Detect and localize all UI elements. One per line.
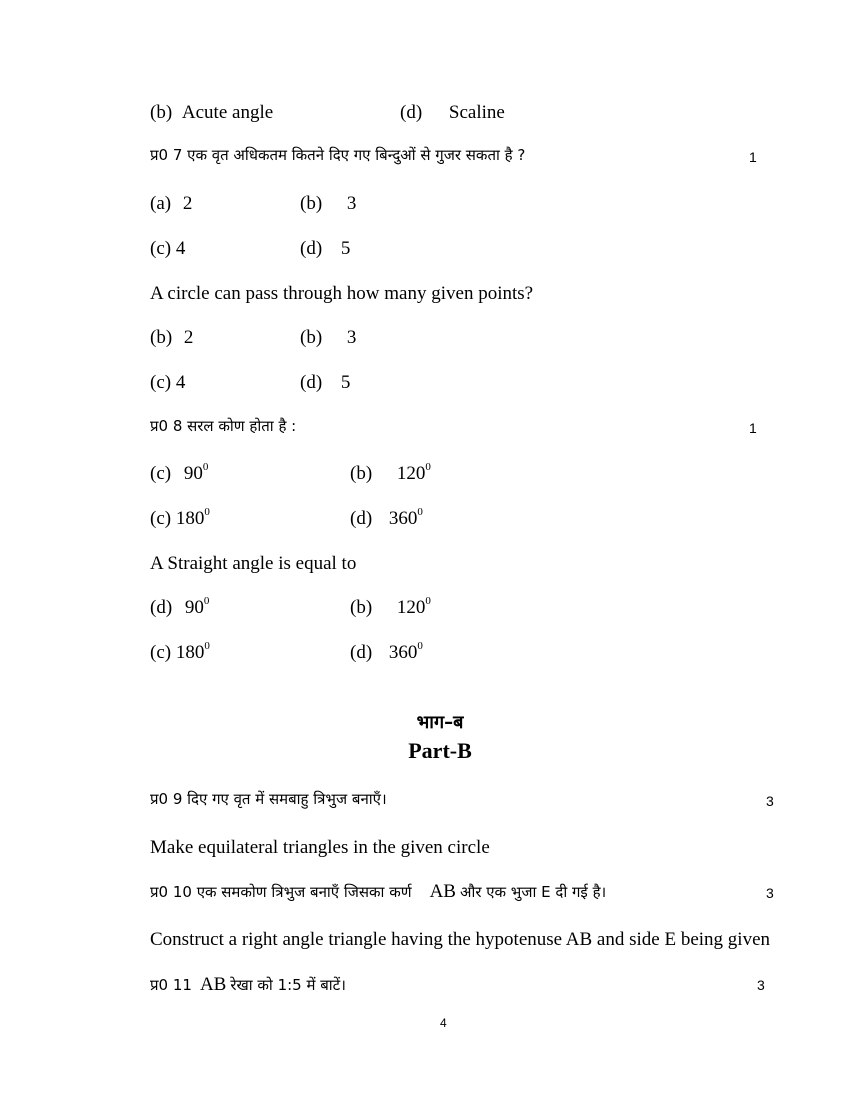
q6-option-b <box>150 103 273 122</box>
option-value: 90 <box>184 597 204 618</box>
option-label: (a) <box>150 193 172 214</box>
option-label: (d) <box>300 238 323 259</box>
q8-english-option-1 <box>150 595 210 618</box>
q8-hindi-question: प्र0 8 सरल कोण होता है : <box>150 417 297 435</box>
q10-hindi-part-b: और एक भुजा E दी गई है। <box>459 883 607 901</box>
option-label: (b) <box>350 463 373 484</box>
q8-hindi-option-3 <box>150 506 210 529</box>
degree-sup: 0 <box>425 595 431 607</box>
page-number: 4 <box>440 1016 447 1030</box>
option-value: 5 <box>340 238 351 259</box>
option-text: Acute angle <box>181 102 274 123</box>
q8-english-option-4 <box>350 640 423 663</box>
q7-english-option-1 <box>150 328 193 347</box>
option-label: (d) <box>150 597 173 618</box>
option-value: 120 <box>396 463 426 484</box>
option-label: (b) <box>300 193 323 214</box>
q10-marks: 3 <box>766 885 774 901</box>
option-label: (c) <box>150 463 172 484</box>
q8-marks: 1 <box>749 420 757 436</box>
option-label: (c) <box>150 508 172 529</box>
degree-sup: 0 <box>417 506 423 518</box>
option-value: 4 <box>175 372 186 393</box>
q10-hindi-question <box>150 882 606 901</box>
option-value: 3 <box>346 193 357 214</box>
q9-hindi-question: प्र0 9 दिए गए वृत में समबाहु त्रिभुज बनाएँ। <box>150 790 387 808</box>
degree-sup: 0 <box>417 640 423 652</box>
q11-segment-ab: AB <box>199 974 227 995</box>
q7-hindi-option-a <box>150 194 192 213</box>
option-label: (d) <box>300 372 323 393</box>
option-value: 2 <box>182 193 193 214</box>
option-label: (d) <box>400 102 423 123</box>
q7-english-question: A circle can pass through how many given points? <box>150 283 534 304</box>
q8-hindi-option-4 <box>350 506 423 529</box>
option-value: 120 <box>396 597 426 618</box>
option-value: 4 <box>175 238 186 259</box>
q10-segment-ab: AB <box>429 881 456 902</box>
q7-english-option-4 <box>300 373 350 392</box>
q11-hindi-question <box>150 975 346 994</box>
q6-option-d <box>400 103 505 122</box>
q7-hindi-option-b <box>300 194 356 213</box>
option-label: (b) <box>150 327 173 348</box>
degree-sup: 0 <box>425 461 431 473</box>
option-label: (c) <box>150 642 172 663</box>
option-label: (b) <box>350 597 373 618</box>
option-label: (c) <box>150 372 172 393</box>
q7-english-option-3 <box>150 373 185 392</box>
q7-hindi-option-d <box>300 239 350 258</box>
q9-marks: 3 <box>766 793 774 809</box>
section-heading-english: Part-B <box>408 738 472 763</box>
q9-english-question: Make equilateral triangles in the given circle <box>150 837 490 858</box>
q7-marks: 1 <box>749 149 757 165</box>
q8-hindi-option-1 <box>150 461 209 484</box>
option-value: 180 <box>175 508 205 529</box>
q7-hindi-question: प्र0 7 एक वृत अधिकतम कितने दिए गए बिन्दुओं से गुजर सकता है ? <box>150 146 526 164</box>
degree-sup: 0 <box>204 506 210 518</box>
degree-sup: 0 <box>202 461 209 473</box>
q10-hindi-part-a: प्र0 10 एक समकोण त्रिभुज बनाएँ जिसका कर्ण <box>150 883 412 901</box>
section-heading-hindi: भाग–ब <box>416 712 464 733</box>
option-value: 5 <box>340 372 351 393</box>
option-label: (b) <box>150 102 173 123</box>
q7-english-option-2 <box>300 328 356 347</box>
option-value: 180 <box>175 642 205 663</box>
option-value: 90 <box>183 463 203 484</box>
option-text: Scaline <box>448 102 505 123</box>
q8-hindi-option-2 <box>350 461 431 484</box>
option-value: 360 <box>388 642 418 663</box>
option-label: (d) <box>350 508 373 529</box>
degree-sup: 0 <box>203 595 210 607</box>
q11-hindi-part-b: रेखा को 1:5 में बाटें। <box>230 976 346 994</box>
q7-hindi-option-c <box>150 239 185 258</box>
option-value: 360 <box>388 508 418 529</box>
q10-english-question: Construct a right angle triangle having the hypotenuse AB and side E being given <box>150 929 771 950</box>
option-label: (c) <box>150 238 172 259</box>
option-value: 3 <box>346 327 357 348</box>
option-label: (d) <box>350 642 373 663</box>
degree-sup: 0 <box>204 640 210 652</box>
option-value: 2 <box>183 327 194 348</box>
q8-english-question: A Straight angle is equal to <box>150 553 357 574</box>
q8-english-option-2 <box>350 595 431 618</box>
q8-english-option-3 <box>150 640 210 663</box>
q11-marks: 3 <box>757 977 765 993</box>
option-label: (b) <box>300 327 323 348</box>
q11-hindi-part-a: प्र0 11 <box>150 976 192 994</box>
